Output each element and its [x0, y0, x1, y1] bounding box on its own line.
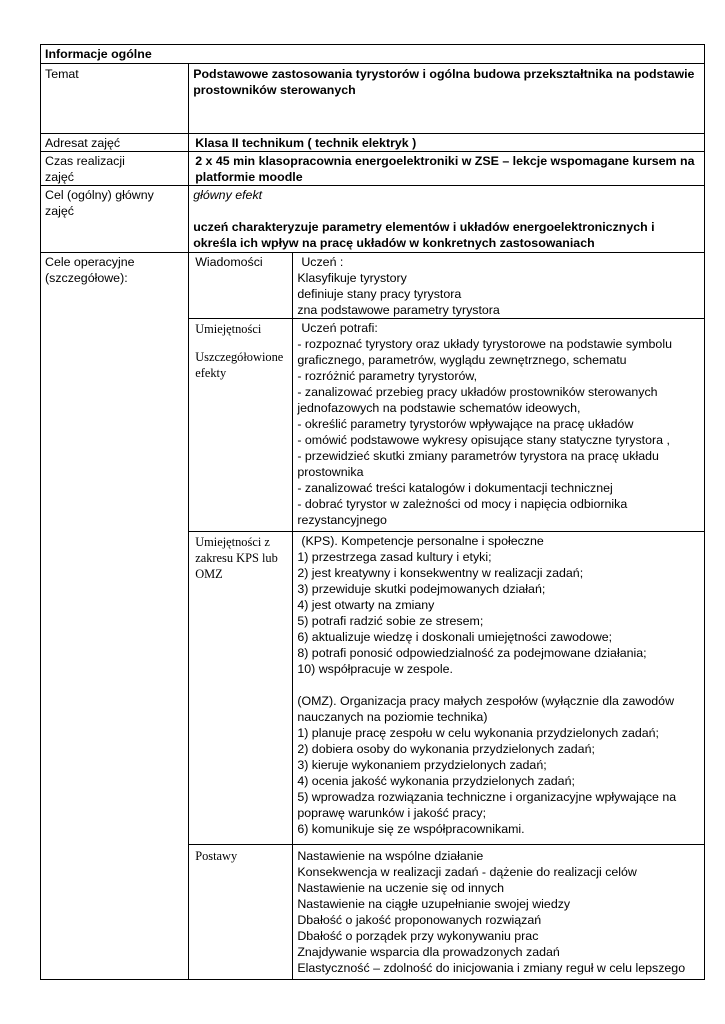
omz-intro: (OMZ). Organizacja pracy małych zespołów (wyłącznie dla zawodów nauczanych na poziomie technika): [297, 694, 675, 724]
list-item: - określić parametry tyrystorów wpływające na pracę układów: [297, 417, 634, 431]
header-row: [41, 45, 705, 64]
adresat-label: Adresat zajęć: [41, 134, 189, 152]
list-item: 8) potrafi ponosić odpowiedzialność za podejmowane działania;: [297, 646, 647, 660]
cel-subtitle: główny efekt: [193, 188, 263, 202]
list-item: 10) współpracuje w zespole.: [297, 662, 453, 676]
list-item: 4) jest otwarty na zmiany: [297, 598, 435, 612]
wiadomosci-label: Wiadomości: [189, 253, 293, 319]
list-item: Dbałość o jakość proponowanych rozwiązań: [297, 913, 542, 927]
cel-row: [41, 186, 705, 253]
list-item: 4) ocenia jakość wykonania przydzielonych zadań;: [297, 774, 575, 788]
list-item: zna podstawowe parametry tyrystora: [297, 303, 500, 317]
list-item: 3) kieruje wykonaniem przydzielonych zadań;: [297, 758, 547, 772]
list-item: - zanalizować treści katalogów i dokumentacji technicznej: [297, 481, 613, 495]
list-item: Konsekwencja w realizacji zadań - dążenie do realizacji celów: [297, 865, 637, 879]
postawy-content: [293, 845, 705, 980]
cel-label: Cel (ogólny) główny zajęć: [41, 186, 189, 253]
list-item: - rozpoznać tyrystory oraz układy tyrystorowe na podstawie symbolu graficznego, parametrów, wyglądu zewnętrznego, schematu: [297, 337, 672, 367]
list-item: Nastawienie na ciągłe uzupełnianie swojej wiedzy: [297, 897, 571, 911]
list-item: 2) dobiera osoby do wykonania przydzielonych zadań;: [297, 742, 595, 756]
list-item: Nastawienie na wspólne działanie: [297, 849, 484, 863]
umiejetnosci-intro: Uczeń potrafi:: [301, 321, 378, 335]
adresat-value: Klasa II technikum ( technik elektryk ): [189, 134, 705, 152]
table-header: Informacje ogólne: [41, 45, 705, 64]
list-item: 1) planuje pracę zespołu w celu wykonania przydzielonych zadań;: [297, 726, 659, 740]
wiadomosci-content: [293, 253, 705, 319]
list-item: - dobrać tyrystor w zależności od mocy i napięcia odbiornika rezystancyjnego: [297, 497, 628, 527]
list-item: 5) wprowadza rozwiązania techniczne i organizacyjne wpływające na poprawę warunków i jakość pracy;: [297, 790, 677, 820]
list-item: Nastawienie na uczenie się od innych: [297, 881, 504, 895]
temat-label: Temat: [41, 64, 189, 134]
list-item: - przewidzieć skutki zmiany parametrów tyrystora na pracę układu prostownika: [297, 449, 659, 479]
kps-content: [293, 532, 705, 845]
list-item: 5) potrafi radzić sobie ze stresem;: [297, 614, 484, 628]
list-item: Klasyfikuje tyrystory: [297, 271, 407, 285]
list-item: 3) przewiduje skutki podejmowanych działań;: [297, 582, 546, 596]
list-item: 1) przestrzega zasad kultury i etyki;: [297, 550, 492, 564]
temat-row: [41, 64, 705, 134]
czas-row: [41, 152, 705, 186]
postawy-label: Postawy: [189, 845, 293, 980]
list-item: 6) aktualizuje wiedzę i doskonali umiejętności zawodowe;: [297, 630, 613, 644]
list-item: definiuje stany pracy tyrystora: [297, 287, 462, 301]
list-item: - zanalizować przebieg pracy układów prostowników sterowanych jednofazowych na podstawie schematów ideowych,: [297, 385, 658, 415]
wiadomosci-intro: Uczeń :: [301, 255, 344, 269]
temat-value: Podstawowe zastosowania tyrystorów i ogólna budowa przekształtnika na podstawie prostowników sterowanych: [189, 64, 705, 134]
lesson-info-table: [40, 44, 705, 980]
umiejetnosci-label: Umiejętności: [195, 322, 262, 336]
adresat-row: [41, 134, 705, 152]
czas-label: Czas realizacji zajęć: [41, 152, 189, 186]
umiejetnosci-sublabel: Uszczegółowione efekty: [195, 350, 284, 380]
list-item: Elastyczność – zdolność do inicjowania i zmiany reguł w celu lepszego: [297, 961, 686, 975]
list-item: Dbałość o porządek przy wykonywaniu prac: [297, 929, 539, 943]
list-item: - rozróżnić parametry tyrystorów,: [297, 369, 478, 383]
wiadomosci-row: [41, 253, 705, 319]
kps-intro: (KPS). Kompetencje personalne i społeczne: [301, 534, 544, 548]
cele-operacyjne-label: Cele operacyjne (szczegółowe):: [41, 253, 189, 980]
kps-label: Umiejętności z zakresu KPS lub OMZ: [189, 532, 293, 845]
czas-value: 2 x 45 min klasopracownia energoelektroniki w ZSE – lekcje wspomagane kursem na platformie moodle: [189, 152, 705, 186]
cel-value: uczeń charakteryzuje parametry elementów i układów energoelektronicznych i określa ich wpływ na pracę układów w konkretnych zastosowaniach: [193, 220, 655, 250]
list-item: - omówić podstawowe wykresy opisujące stany statyczne tyrystora ,: [297, 433, 670, 447]
list-item: Znajdywanie wsparcia dla prowadzonych zadań: [297, 945, 560, 959]
list-item: 6) komunikuje się ze współpracownikami.: [297, 822, 525, 836]
umiejetnosci-content: [293, 319, 705, 532]
list-item: 2) jest kreatywny i konsekwentny w realizacji zadań;: [297, 566, 584, 580]
